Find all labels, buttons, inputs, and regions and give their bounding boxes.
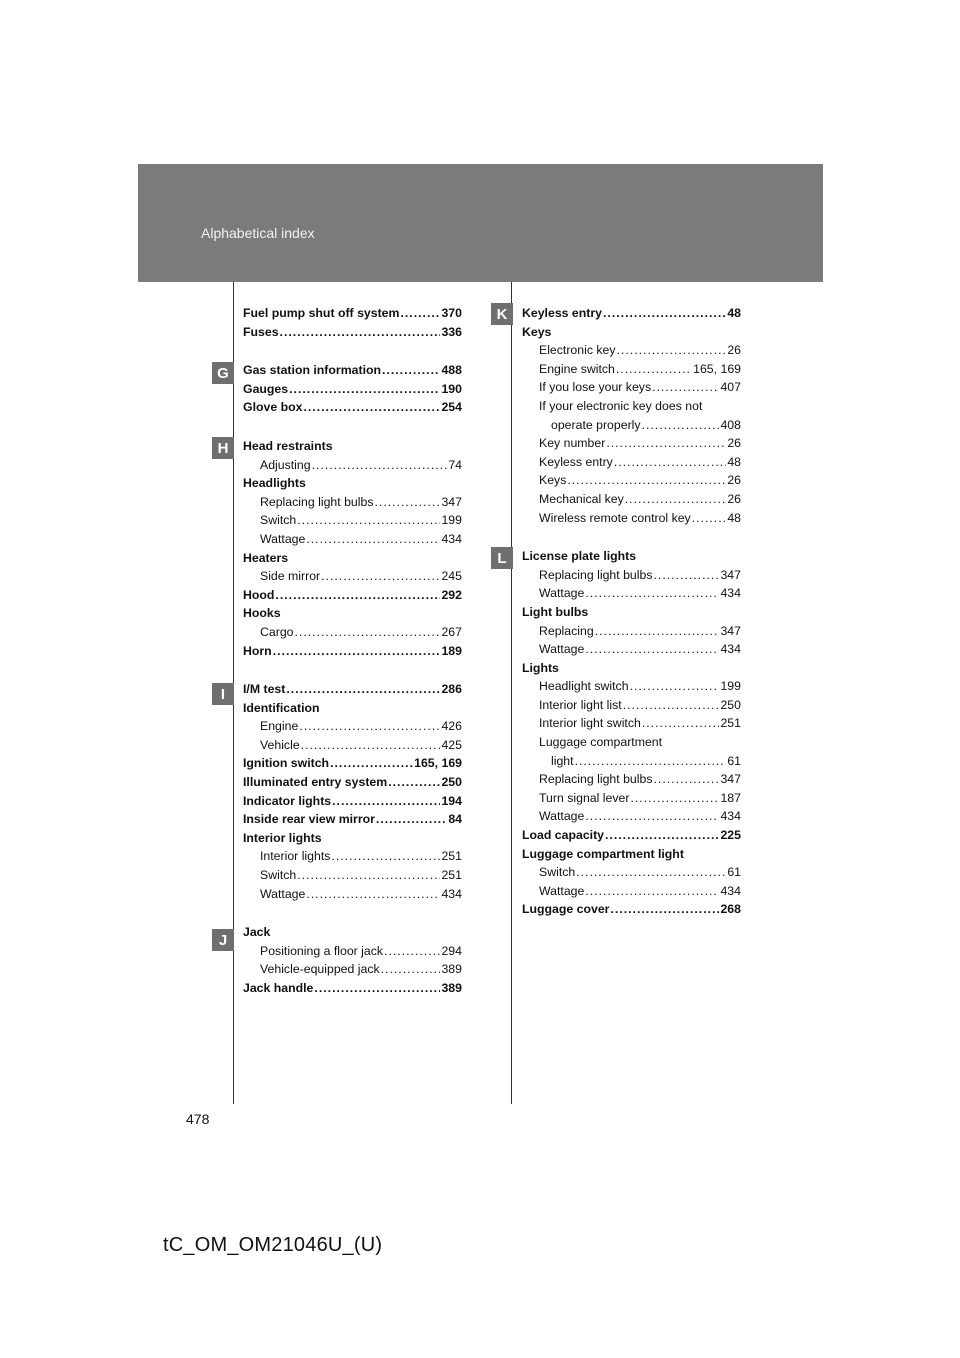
page-reference: 267 — [441, 624, 462, 639]
page-reference: 61 — [727, 753, 741, 768]
index-subentry — [522, 714, 741, 733]
page-reference: 294 — [441, 943, 462, 958]
index-entry — [243, 680, 462, 699]
index-heading — [522, 547, 741, 566]
page-reference: 254 — [441, 400, 462, 415]
page-reference: 84 — [448, 812, 462, 827]
entry-text: Vehicle-equipped jack — [260, 962, 380, 977]
entry-text: Headlights — [243, 476, 306, 491]
page-reference: 336 — [441, 324, 462, 339]
entry-text: Hood — [243, 587, 275, 602]
index-subentry — [522, 471, 741, 490]
index-heading — [243, 604, 462, 623]
entry-text: Replacing — [539, 623, 594, 638]
entry-text: Wattage — [539, 586, 585, 601]
page-reference: 434 — [720, 586, 741, 601]
header-band — [138, 164, 823, 282]
dot-leader — [605, 826, 719, 845]
dot-leader — [653, 770, 719, 789]
page-reference: 245 — [441, 569, 462, 584]
index-subentry — [243, 567, 462, 586]
index-heading — [522, 603, 741, 622]
entry-text: Replacing light bulbs — [539, 772, 653, 787]
page-reference: 190 — [441, 381, 462, 396]
entry-text: Mechanical key — [539, 491, 624, 506]
index-entry — [243, 323, 462, 342]
dot-leader — [642, 714, 720, 733]
entry-text: Gauges — [243, 381, 289, 396]
index-entry — [243, 361, 462, 380]
entry-text: Key number — [539, 436, 606, 451]
page-reference: 426 — [441, 719, 462, 734]
entry-text: Wireless remote control key — [539, 510, 691, 525]
index-subentry — [243, 942, 462, 961]
entry-text: If your electronic key does not — [539, 398, 703, 413]
index-subentry — [522, 566, 741, 585]
entry-text: Wattage — [539, 809, 585, 824]
entry-text: Interior lights — [243, 830, 322, 845]
index-entry — [243, 979, 462, 998]
page-reference: 425 — [441, 737, 462, 752]
dot-leader — [630, 677, 720, 696]
entry-text: Gas station information — [243, 363, 382, 378]
entry-text: light — [551, 753, 574, 768]
entry-text: I/M test — [243, 682, 286, 697]
entry-text: Interior light switch — [539, 716, 641, 731]
entry-text: Switch — [260, 513, 297, 528]
entry-text: Heaters — [243, 550, 289, 565]
entry-text: Wattage — [260, 886, 306, 901]
letter-tab-h: H — [212, 437, 234, 459]
page-reference: 347 — [720, 567, 741, 582]
index-subentry — [243, 717, 462, 736]
index-entry — [522, 900, 741, 919]
section-gap — [522, 527, 741, 547]
letter-tab-g: G — [212, 362, 234, 384]
entry-text: Engine — [260, 719, 299, 734]
entry-text: Lights — [522, 660, 559, 675]
page-reference: 48 — [727, 454, 741, 469]
page-reference: 292 — [441, 587, 462, 602]
entry-text: Luggage cover — [522, 902, 610, 917]
page-reference: 286 — [441, 682, 462, 697]
entry-text: Vehicle — [260, 737, 300, 752]
page-reference: 74 — [448, 457, 462, 472]
dot-leader — [314, 979, 440, 998]
index-subentry — [522, 696, 741, 715]
index-subentry — [243, 530, 462, 549]
page-reference: 189 — [441, 643, 462, 658]
index-subentry — [522, 416, 741, 435]
index-subentry — [522, 882, 741, 901]
entry-text: Illuminated entry system — [243, 775, 388, 790]
dot-leader — [692, 509, 727, 528]
dot-leader — [303, 398, 440, 417]
entry-text: Keys — [539, 473, 567, 488]
dot-leader — [400, 304, 440, 323]
entry-text: Engine switch — [539, 361, 615, 376]
index-subentry — [522, 733, 741, 752]
document-code: tC_OM_OM21046U_(U) — [163, 1234, 383, 1256]
index-subentry — [522, 453, 741, 472]
dot-leader — [585, 807, 719, 826]
index-entry — [243, 304, 462, 323]
index-subentry — [522, 807, 741, 826]
column-divider-middle — [511, 282, 512, 1104]
page-reference: 389 — [441, 981, 462, 995]
index-subentry — [522, 509, 741, 528]
entry-text: License plate lights — [522, 549, 637, 564]
index-heading — [243, 437, 462, 456]
entry-text: Jack handle — [243, 981, 314, 995]
page-reference: 26 — [727, 436, 741, 451]
dot-leader — [388, 773, 440, 792]
index-subentry — [522, 584, 741, 603]
letter-tab-j: J — [212, 929, 234, 951]
dot-leader — [653, 566, 719, 585]
dot-leader — [312, 456, 448, 475]
entry-text: Jack — [243, 925, 271, 940]
page-reference: 370 — [441, 306, 462, 320]
index-subentry — [243, 736, 462, 755]
page-reference: 251 — [441, 868, 462, 883]
index-heading — [243, 549, 462, 568]
dot-leader — [297, 866, 440, 885]
dot-leader — [374, 493, 440, 512]
entry-text: Glove box — [243, 400, 303, 415]
index-subentry — [243, 493, 462, 512]
page-header-title: Alphabetical index — [201, 225, 315, 241]
dot-leader — [614, 453, 727, 472]
entry-text: Keyless entry — [539, 454, 613, 469]
index-entry — [243, 792, 462, 811]
entry-text: Headlight switch — [539, 679, 629, 694]
dot-leader — [652, 378, 719, 397]
index-heading — [522, 659, 741, 678]
letter-tab-i: I — [212, 683, 234, 705]
index-entry — [522, 826, 741, 845]
entry-text: Adjusting — [260, 457, 311, 472]
page-reference: 165, 169 — [414, 756, 462, 771]
dot-leader — [576, 863, 726, 882]
dot-leader — [306, 885, 440, 904]
entry-text: Identification — [243, 700, 320, 715]
dot-leader — [306, 530, 440, 549]
index-subentry — [522, 341, 741, 360]
entry-text: Fuel pump shut off system — [243, 306, 400, 320]
index-subentry — [243, 456, 462, 475]
index-subentry — [522, 434, 741, 453]
entry-text: Horn — [243, 643, 272, 658]
page-reference: 407 — [720, 380, 741, 395]
dot-leader — [289, 380, 440, 399]
index-entry — [243, 810, 462, 829]
index-subentry — [243, 885, 462, 904]
page-reference: 26 — [727, 343, 741, 358]
entry-text: If you lose your keys — [539, 380, 652, 395]
page-reference: 347 — [720, 623, 741, 638]
page-reference: 488 — [441, 363, 462, 378]
entry-text: Luggage compartment light — [522, 846, 684, 861]
page-reference: 434 — [441, 531, 462, 546]
index-heading — [243, 699, 462, 718]
dot-leader — [606, 434, 726, 453]
dot-leader — [381, 960, 441, 979]
index-subentry — [522, 490, 741, 509]
dot-leader — [301, 736, 441, 755]
dot-leader — [603, 304, 726, 323]
entry-text: Switch — [260, 868, 297, 883]
index-column-right — [522, 304, 741, 919]
entry-text: Side mirror — [260, 569, 321, 584]
page-number: 478 — [186, 1111, 210, 1127]
entry-text: Turn signal lever — [539, 790, 630, 805]
entry-text: Light bulbs — [522, 604, 589, 619]
page-reference: 389 — [441, 962, 462, 977]
entry-text: Cargo — [260, 624, 294, 639]
entry-text: Electronic key — [539, 343, 616, 358]
dot-leader — [616, 360, 692, 379]
page-reference: 61 — [727, 865, 741, 880]
index-entry — [522, 304, 741, 323]
dot-leader — [625, 490, 727, 509]
entry-text: Keyless entry — [522, 306, 602, 320]
page-reference: 434 — [720, 642, 741, 657]
dot-leader — [286, 680, 440, 699]
dot-leader — [295, 623, 441, 642]
page-reference: 165, 169 — [693, 361, 741, 376]
entry-text: Indicator lights — [243, 793, 332, 808]
dot-leader — [595, 622, 720, 641]
section-gap — [243, 903, 462, 923]
dot-leader — [275, 586, 440, 605]
entry-text: Load capacity — [522, 828, 605, 843]
dot-leader — [299, 717, 440, 736]
index-entry — [243, 773, 462, 792]
entry-text: Wattage — [260, 531, 306, 546]
dot-leader — [617, 341, 727, 360]
index-subentry — [522, 378, 741, 397]
letter-tab-k: K — [491, 303, 513, 325]
index-entry — [243, 398, 462, 417]
index-subentry — [243, 866, 462, 885]
entry-text: Hooks — [243, 606, 281, 621]
dot-leader — [332, 792, 440, 811]
entry-text: operate properly — [551, 417, 641, 432]
dot-leader — [567, 471, 726, 490]
dot-leader — [331, 847, 440, 866]
index-subentry — [522, 360, 741, 379]
page-reference: 347 — [720, 772, 741, 787]
page-reference: 199 — [441, 513, 462, 528]
entry-text: Switch — [539, 865, 576, 880]
entry-text: Positioning a floor jack — [260, 943, 384, 958]
entry-text: Replacing light bulbs — [539, 567, 653, 582]
page-reference: 434 — [441, 886, 462, 901]
index-subentry — [522, 677, 741, 696]
page-reference: 250 — [441, 775, 462, 790]
index-subentry — [243, 511, 462, 530]
dot-leader — [382, 361, 440, 380]
dot-leader — [610, 900, 719, 919]
index-heading — [243, 923, 462, 942]
dot-leader — [585, 882, 719, 901]
entry-text: Wattage — [539, 642, 585, 657]
page-reference: 194 — [441, 793, 462, 808]
index-entry — [243, 380, 462, 399]
page-reference: 251 — [441, 849, 462, 864]
entry-text: Luggage compartment — [539, 735, 663, 750]
page-reference: 408 — [720, 417, 741, 432]
index-subentry — [243, 623, 462, 642]
entry-text: Head restraints — [243, 438, 333, 453]
dot-leader — [273, 642, 441, 661]
dot-leader — [376, 810, 447, 829]
page-reference: 48 — [727, 306, 741, 320]
index-subentry — [243, 960, 462, 979]
page-reference: 199 — [720, 679, 741, 694]
section-gap — [243, 660, 462, 680]
page-reference: 26 — [727, 473, 741, 488]
entry-text: Ignition switch — [243, 756, 330, 771]
entry-text: Wattage — [539, 883, 585, 898]
page-reference: 434 — [720, 809, 741, 824]
index-entry — [243, 754, 462, 773]
dot-leader — [585, 584, 719, 603]
index-subentry — [243, 847, 462, 866]
entry-text: Replacing light bulbs — [260, 494, 374, 509]
entry-text: Inside rear view mirror — [243, 812, 375, 827]
dot-leader — [384, 942, 440, 961]
dot-leader — [623, 696, 720, 715]
entry-text: Interior lights — [260, 849, 331, 864]
dot-leader — [280, 323, 441, 342]
index-subentry — [522, 863, 741, 882]
page-reference: 48 — [727, 510, 741, 525]
dot-leader — [575, 752, 727, 771]
dot-leader — [642, 416, 720, 435]
entry-text: Keys — [522, 324, 552, 339]
index-subentry — [522, 789, 741, 808]
page-reference: 225 — [720, 828, 741, 843]
index-subentry — [522, 752, 741, 771]
index-heading — [243, 829, 462, 848]
letter-tab-l: L — [491, 547, 513, 569]
index-column-left — [243, 304, 462, 998]
dot-leader — [321, 567, 440, 586]
section-gap — [243, 417, 462, 437]
index-entry — [243, 586, 462, 605]
section-gap — [243, 341, 462, 361]
page-reference: 26 — [727, 491, 741, 506]
entry-text: Fuses — [243, 324, 279, 339]
index-heading — [522, 323, 741, 342]
page-reference: 347 — [441, 494, 462, 509]
page-reference: 187 — [720, 790, 741, 805]
dot-leader — [585, 640, 719, 659]
dot-leader — [630, 789, 719, 808]
page-reference: 434 — [720, 883, 741, 898]
dot-leader — [297, 511, 440, 530]
index-heading — [243, 474, 462, 493]
page-reference: 250 — [720, 697, 741, 712]
index-subentry — [522, 622, 741, 641]
entry-text: Interior light list — [539, 697, 622, 712]
index-heading — [522, 845, 741, 864]
index-subentry — [522, 770, 741, 789]
dot-leader — [330, 754, 413, 773]
page-reference: 251 — [720, 716, 741, 731]
index-entry — [243, 642, 462, 661]
index-subentry — [522, 640, 741, 659]
index-subentry — [522, 397, 741, 416]
page-reference: 268 — [720, 902, 741, 917]
